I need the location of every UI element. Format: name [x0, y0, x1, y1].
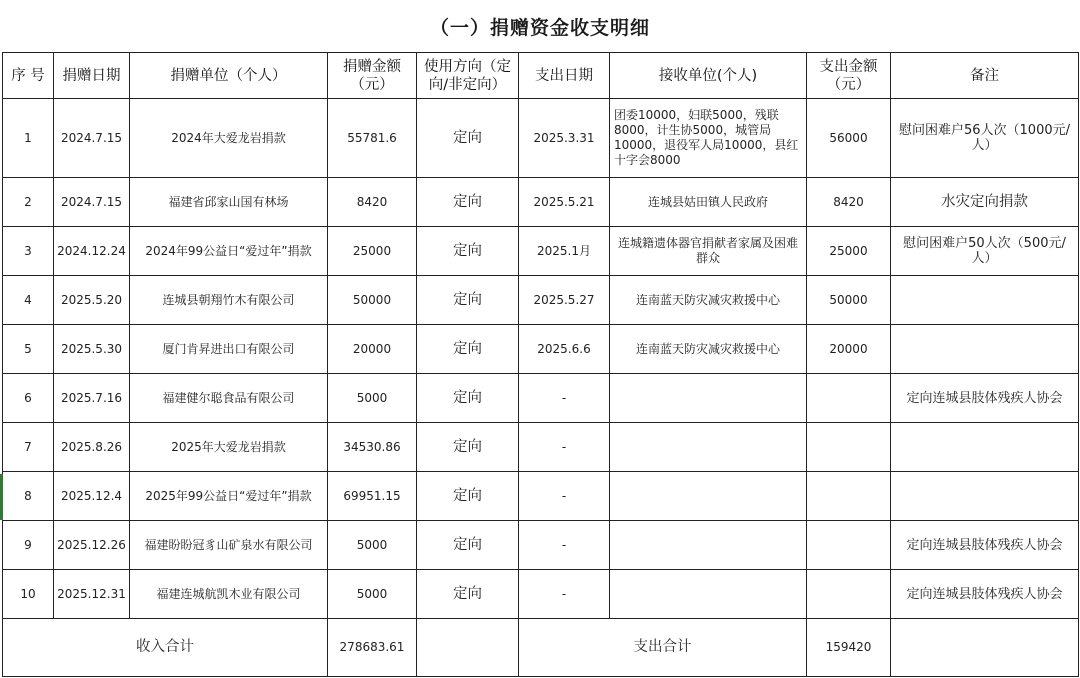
cell-pay-amount[interactable]: [807, 472, 891, 521]
cell-pay-date[interactable]: 2025.1月: [519, 227, 610, 276]
cell-amount[interactable]: 8420: [328, 178, 417, 227]
cell-pay-date[interactable]: 2025.6.6: [519, 325, 610, 374]
cell-no[interactable]: 10: [3, 570, 54, 619]
cell-donor[interactable]: 福建健尔聪食品有限公司: [130, 374, 328, 423]
cell-receiver[interactable]: 连南蓝天防灾减灾救援中心: [610, 325, 807, 374]
cell-amount[interactable]: 69951.15: [328, 472, 417, 521]
cell-donor[interactable]: 福建盼盼冠豸山矿泉水有限公司: [130, 521, 328, 570]
table-row: [3, 325, 1079, 374]
cell-amount[interactable]: 20000: [328, 325, 417, 374]
cell-receiver[interactable]: [610, 521, 807, 570]
cell-date[interactable]: 2025.8.26: [54, 423, 130, 472]
cell-donor[interactable]: 2025年大爱龙岩捐款: [130, 423, 328, 472]
table-row: [3, 521, 1079, 570]
cell-amount[interactable]: 25000: [328, 227, 417, 276]
cell-pay-amount[interactable]: 50000: [807, 276, 891, 325]
cell-note[interactable]: 水灾定向捐款: [891, 178, 1079, 227]
totals-row: [3, 619, 1079, 677]
cell-no[interactable]: 6: [3, 374, 54, 423]
cell-note[interactable]: [891, 276, 1079, 325]
cell-pay-date[interactable]: -: [519, 423, 610, 472]
cell-date[interactable]: 2025.7.16: [54, 374, 130, 423]
cell-pay-amount[interactable]: 20000: [807, 325, 891, 374]
table-row: [3, 570, 1079, 619]
cell-pay-amount[interactable]: 8420: [807, 178, 891, 227]
cell-note[interactable]: [891, 472, 1079, 521]
cell-amount[interactable]: 5000: [328, 521, 417, 570]
table-row: [3, 472, 1079, 521]
cell-pay-amount[interactable]: [807, 570, 891, 619]
cell-receiver[interactable]: [610, 374, 807, 423]
header-cell[interactable]: 捐赠单位（个人）: [130, 53, 328, 99]
cell-pay-amount[interactable]: [807, 423, 891, 472]
cell-pay-amount[interactable]: 25000: [807, 227, 891, 276]
cell-no[interactable]: 8: [3, 472, 54, 521]
cell-date[interactable]: 2024.7.15: [54, 99, 130, 178]
cell-donor[interactable]: 连城县朝翔竹木有限公司: [130, 276, 328, 325]
cell-direction[interactable]: 定向: [417, 423, 519, 472]
cell-donor[interactable]: 2024年99公益日“爱过年”捐款: [130, 227, 328, 276]
cell-pay-amount[interactable]: [807, 521, 891, 570]
cell-donor[interactable]: 厦门肯昇进出口有限公司: [130, 325, 328, 374]
cell-amount[interactable]: 5000: [328, 374, 417, 423]
row-selection-indicator: [0, 474, 3, 520]
table-row: [3, 99, 1079, 178]
cell-amount[interactable]: 50000: [328, 276, 417, 325]
cell-pay-date[interactable]: 2025.5.27: [519, 276, 610, 325]
cell-date[interactable]: 2024.12.24: [54, 227, 130, 276]
expense-total-label[interactable]: 支出合计: [519, 619, 807, 677]
cell-note[interactable]: 定向连城县肢体残疾人协会: [891, 374, 1079, 423]
cell-direction[interactable]: 定向: [417, 227, 519, 276]
cell-no[interactable]: 4: [3, 276, 54, 325]
cell-note[interactable]: 定向连城县肢体残疾人协会: [891, 570, 1079, 619]
cell-no[interactable]: 2: [3, 178, 54, 227]
cell-pay-date[interactable]: -: [519, 521, 610, 570]
cell-amount[interactable]: 5000: [328, 570, 417, 619]
cell-pay-date[interactable]: -: [519, 472, 610, 521]
cell-no[interactable]: 9: [3, 521, 54, 570]
cell-no[interactable]: 5: [3, 325, 54, 374]
cell-direction[interactable]: 定向: [417, 570, 519, 619]
cell-amount[interactable]: 34530.86: [328, 423, 417, 472]
header-cell[interactable]: 接收单位(个人): [610, 53, 807, 99]
cell-donor[interactable]: 2024年大爱龙岩捐款: [130, 99, 328, 178]
cell-donor[interactable]: 2025年99公益日“爱过年”捐款: [130, 472, 328, 521]
cell-no[interactable]: 3: [3, 227, 54, 276]
income-total-value[interactable]: 278683.61: [328, 619, 417, 677]
cell-direction[interactable]: 定向: [417, 99, 519, 178]
cell-pay-date[interactable]: -: [519, 570, 610, 619]
table-row: [3, 374, 1079, 423]
cell-direction[interactable]: 定向: [417, 178, 519, 227]
empty-cell[interactable]: [891, 619, 1079, 677]
header-cell[interactable]: 捐赠日期: [54, 53, 130, 99]
cell-note[interactable]: 定向连城县肢体残疾人协会: [891, 521, 1079, 570]
cell-date[interactable]: 2025.12.31: [54, 570, 130, 619]
cell-pay-date[interactable]: 2025.5.21: [519, 178, 610, 227]
table-row: [3, 276, 1079, 325]
header-cell[interactable]: 支出日期: [519, 53, 610, 99]
cell-pay-date[interactable]: -: [519, 374, 610, 423]
cell-amount[interactable]: 55781.6: [328, 99, 417, 178]
cell-direction[interactable]: 定向: [417, 325, 519, 374]
table-row: [3, 178, 1079, 227]
header-cell[interactable]: 使用方向（定向/非定向）: [417, 53, 519, 99]
cell-direction[interactable]: 定向: [417, 521, 519, 570]
expense-total-value[interactable]: 159420: [807, 619, 891, 677]
table-row: [3, 423, 1079, 472]
header-cell[interactable]: 序 号: [3, 53, 54, 99]
cell-donor[interactable]: 福建连城航凯木业有限公司: [130, 570, 328, 619]
header-cell[interactable]: 支出金额（元）: [807, 53, 891, 99]
cell-pay-amount[interactable]: [807, 374, 891, 423]
header-cell[interactable]: 备注: [891, 53, 1079, 99]
cell-no[interactable]: 7: [3, 423, 54, 472]
cell-note[interactable]: [891, 423, 1079, 472]
cell-receiver[interactable]: [610, 472, 807, 521]
cell-direction[interactable]: 定向: [417, 472, 519, 521]
cell-receiver[interactable]: 连城县姑田镇人民政府: [610, 178, 807, 227]
cell-date[interactable]: 2025.5.20: [54, 276, 130, 325]
cell-date[interactable]: 2024.7.15: [54, 178, 130, 227]
page-title: （一）捐赠资金收支明细: [429, 16, 650, 39]
cell-pay-amount[interactable]: 56000: [807, 99, 891, 178]
cell-receiver[interactable]: 连南蓝天防灾减灾救援中心: [610, 276, 807, 325]
cell-receiver[interactable]: 团委10000，妇联5000，残联8000，计生协5000，城管局10000，退役军人局10000，县红十字会8000: [610, 99, 807, 178]
cell-direction[interactable]: 定向: [417, 276, 519, 325]
cell-receiver[interactable]: 连城籍遗体器官捐献者家属及困难群众: [610, 227, 807, 276]
donation-table: [2, 52, 1079, 677]
cell-date[interactable]: 2025.5.30: [54, 325, 130, 374]
header-cell[interactable]: 捐赠金额（元）: [328, 53, 417, 99]
cell-note[interactable]: 慰问困难户56人次（1000元/人）: [891, 99, 1079, 178]
header-row: [3, 53, 1079, 99]
cell-note[interactable]: [891, 325, 1079, 374]
cell-pay-date[interactable]: 2025.3.31: [519, 99, 610, 178]
cell-receiver[interactable]: [610, 570, 807, 619]
cell-note[interactable]: 慰问困难户50人次（500元/人）: [891, 227, 1079, 276]
table-row: [3, 227, 1079, 276]
cell-date[interactable]: 2025.12.26: [54, 521, 130, 570]
cell-no[interactable]: 1: [3, 99, 54, 178]
cell-date[interactable]: 2025.12.4: [54, 472, 130, 521]
empty-cell[interactable]: [417, 619, 519, 677]
cell-receiver[interactable]: [610, 423, 807, 472]
cell-donor[interactable]: 福建省邱家山国有林场: [130, 178, 328, 227]
cell-direction[interactable]: 定向: [417, 374, 519, 423]
income-total-label[interactable]: 收入合计: [3, 619, 328, 677]
